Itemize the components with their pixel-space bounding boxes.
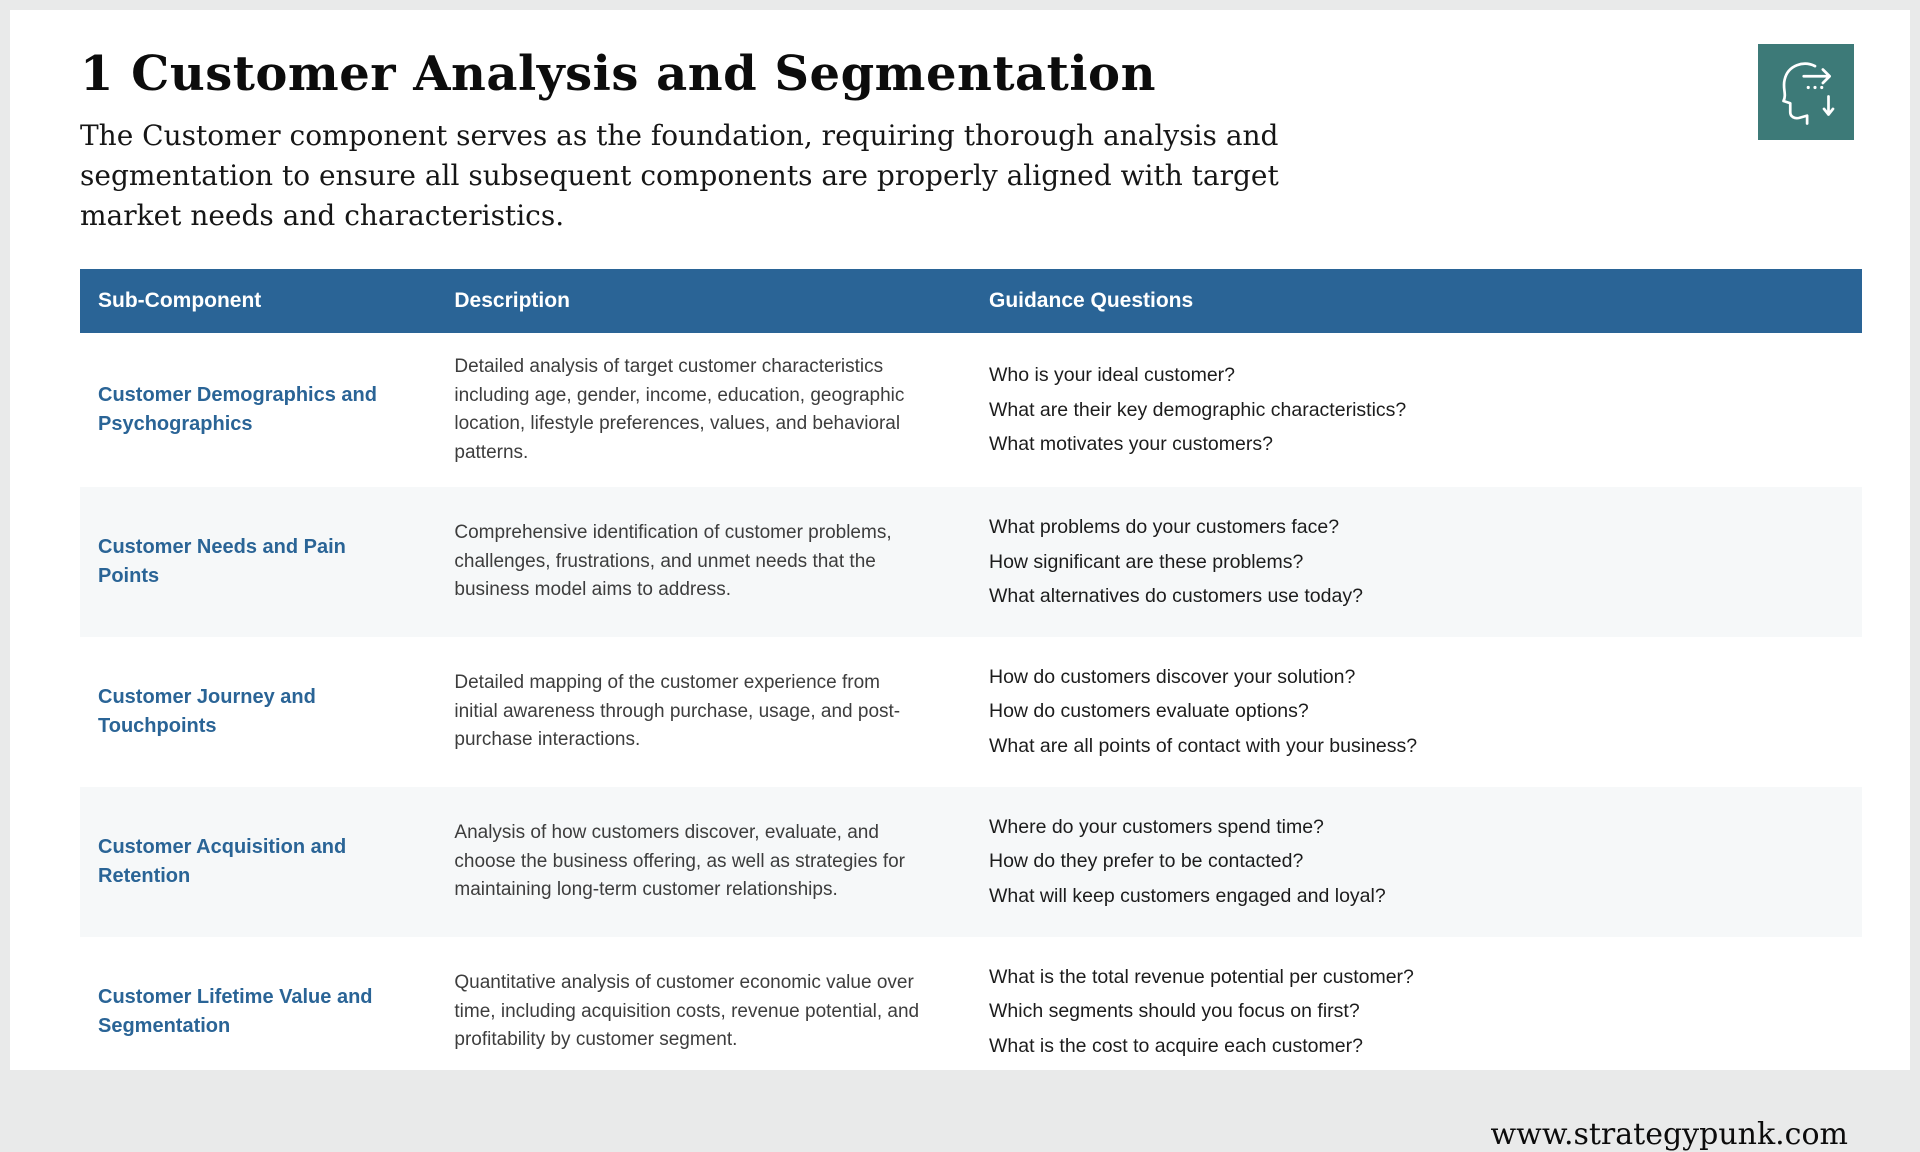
column-header-sub-component: Sub-Component [80,269,436,333]
guidance-question: What is the total revenue potential per customer? [988,965,1414,988]
table-row [80,333,1862,487]
table-row [80,937,1862,1087]
description-cell: Comprehensive identification of customer problems, challenges, frustrations, and unmet needs that the business model aims to address. [454,522,892,601]
document-page [10,10,1910,1152]
description-cell: Analysis of how customers discover, evaluate, and choose the business offering, as well as strategies for maintaining long-term customer relationships. [454,822,906,901]
table-header-row [80,269,1862,333]
sub-component-cell: Customer Acquisition and Retention [98,835,347,887]
questions-cell [971,937,1862,1087]
guidance-question: How do customers evaluate options? [988,700,1309,723]
table-row [80,487,1862,637]
sub-component-cell: Customer Journey and Touchpoints [98,686,316,738]
column-header-description: Description [436,269,971,333]
sub-component-cell: Customer Needs and Pain Points [98,536,346,588]
guidance-question: What will keep customers engaged and loyal? [988,884,1386,907]
components-table [80,269,1862,1087]
guidance-question: What alternatives do customers use today? [988,584,1363,607]
guidance-question: How significant are these problems? [988,550,1304,573]
column-header-guidance-questions: Guidance Questions [971,269,1862,333]
table-row [80,787,1862,937]
page-subtitle: The Customer component serves as the foundation, requiring thorough analysis and segmentation to ensure all subsequent components are properly aligned with target market needs and characteristics. [80,119,1279,232]
guidance-question: What are their key demographic characteristics? [988,398,1407,421]
guidance-question: How do customers discover your solution? [988,666,1356,689]
guidance-question: Where do your customers spend time? [988,816,1324,839]
questions-cell [971,333,1862,487]
questions-cell [971,487,1862,637]
website-link: www.strategypunk.com [1490,1116,1848,1152]
questions-cell [971,787,1862,937]
table-row [80,637,1862,787]
guidance-question: What are all points of contact with your business? [988,734,1418,757]
description-cell: Quantitative analysis of customer economic value over time, including acquisition costs, revenue potential, and profitability by customer segment. [454,972,920,1051]
page-header [80,40,1862,235]
page-title: 1 Customer Analysis and Segmentation [80,46,1156,102]
guidance-question: How do they prefer to be contacted? [988,850,1304,873]
sub-component-cell: Customer Demographics and Psychographics [98,384,377,436]
guidance-question: What problems do your customers face? [988,516,1340,539]
guidance-question: Who is your ideal customer? [988,364,1236,387]
description-cell: Detailed mapping of the customer experience from initial awareness through purchase, usage, and post-purchase interactions. [454,672,901,751]
guidance-question: What motivates your customers? [988,432,1273,455]
guidance-question: What is the cost to acquire each customer? [988,1034,1363,1057]
guidance-question: Which segments should you focus on first? [988,1000,1360,1023]
sub-component-cell: Customer Lifetime Value and Segmentation [98,985,373,1037]
head-arrows-icon [1758,44,1854,140]
description-cell: Detailed analysis of target customer characteristics including age, gender, income, education, geographic location, lifestyle preferences, values, and behavioral patterns. [454,356,905,463]
questions-cell [971,637,1862,787]
